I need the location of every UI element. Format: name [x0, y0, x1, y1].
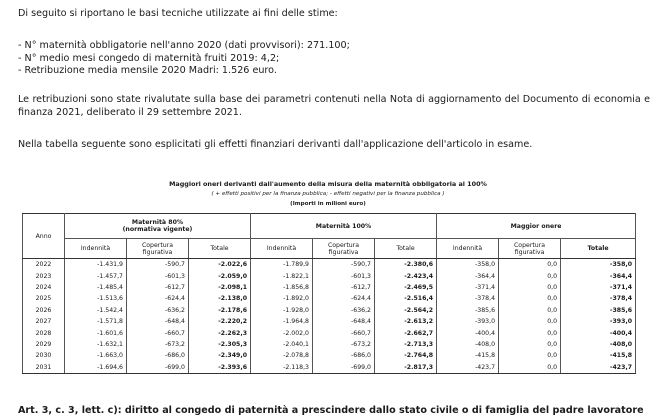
- year-cell: 2029: [23, 339, 65, 350]
- value-cell: -699,0: [313, 362, 375, 374]
- value-cell: -364,4: [437, 270, 499, 281]
- value-cell: -415,8: [561, 350, 636, 361]
- header-totale: Totale: [189, 239, 251, 259]
- value-cell: -2.220,2: [189, 316, 251, 327]
- value-cell: -1.632,1: [65, 339, 127, 350]
- value-cell: -408,0: [437, 339, 499, 350]
- value-cell: -423,7: [437, 362, 499, 374]
- header-indennita: Indennità: [65, 239, 127, 259]
- table-row: [23, 350, 636, 361]
- header-indennita: Indennità: [251, 239, 313, 259]
- table-row: [23, 327, 636, 338]
- value-cell: -1.694,6: [65, 362, 127, 374]
- value-cell: -686,0: [313, 350, 375, 361]
- year-cell: 2027: [23, 316, 65, 327]
- value-cell: 0,0: [499, 270, 561, 281]
- value-cell: -393,0: [561, 316, 636, 327]
- value-cell: -2.564,2: [375, 305, 437, 316]
- value-cell: -648,4: [127, 316, 189, 327]
- header-copertura: Copertura figurativa: [127, 239, 189, 259]
- value-cell: -601,3: [313, 270, 375, 281]
- value-cell: -1.513,6: [65, 293, 127, 304]
- table-row: [23, 259, 636, 271]
- table-subtitle: ( + effetti positivi per la finanza pubblica; - effetti negativi per la finanza pubblica ): [211, 191, 445, 197]
- value-cell: -2.349,0: [189, 350, 251, 361]
- value-cell: 0,0: [499, 305, 561, 316]
- list-item: - Retribuzione media mensile 2020 Madri: 1.526 euro.: [18, 65, 277, 77]
- list-item: - N° maternità obbligatorie nell'anno 2020 (dati provvisori): 271.100;: [18, 40, 350, 51]
- value-cell: -2.516,4: [375, 293, 437, 304]
- value-cell: -636,2: [313, 305, 375, 316]
- value-cell: -686,0: [127, 350, 189, 361]
- value-cell: -400,4: [437, 327, 499, 338]
- value-cell: -358,0: [561, 259, 636, 271]
- value-cell: -393,0: [437, 316, 499, 327]
- value-cell: -2.098,1: [189, 282, 251, 293]
- value-cell: -601,3: [127, 270, 189, 281]
- value-cell: -1.431,9: [65, 259, 127, 271]
- header-maternita-100: Maternità 100%: [251, 214, 437, 239]
- header-anno: Anno: [23, 214, 65, 259]
- value-cell: -1.457,7: [65, 270, 127, 281]
- value-cell: -2.305,3: [189, 339, 251, 350]
- value-cell: -415,8: [437, 350, 499, 361]
- value-cell: -378,4: [437, 293, 499, 304]
- value-cell: -1.571,8: [65, 316, 127, 327]
- value-cell: -2.059,0: [189, 270, 251, 281]
- table-title: Maggiori oneri derivanti dall'aumento della misura della maternità obbligatoria al 100%: [169, 180, 487, 188]
- list-item: - N° medio mesi congedo di maternità fruiti 2019: 4,2;: [18, 52, 280, 64]
- table-row: [23, 305, 636, 316]
- revaluation-paragraph: Le retribuzioni sono state rivalutate sulla base dei parametri contenuti nella Nota di aggiornamento del Documento di economia e finanza 2021, deliberato il 29 settembre 2021.: [18, 94, 650, 118]
- value-cell: -1.822,1: [251, 270, 313, 281]
- value-cell: -2.662,7: [375, 327, 437, 338]
- intro-text: Di seguito si riportano le basi tecniche utilizzate ai fini delle stime:: [18, 8, 338, 19]
- value-cell: -673,2: [127, 339, 189, 350]
- header-copertura: Copertura figurativa: [313, 239, 375, 259]
- value-cell: -2.393,6: [189, 362, 251, 374]
- table-row: [23, 293, 636, 304]
- value-cell: -1.601,6: [65, 327, 127, 338]
- value-cell: -2.262,3: [189, 327, 251, 338]
- value-cell: -2.713,3: [375, 339, 437, 350]
- value-cell: -624,4: [313, 293, 375, 304]
- year-cell: 2025: [23, 293, 65, 304]
- value-cell: -2.002,0: [251, 327, 313, 338]
- value-cell: -612,7: [127, 282, 189, 293]
- value-cell: -2.817,3: [375, 362, 437, 374]
- value-cell: -400,4: [561, 327, 636, 338]
- table-row: [23, 282, 636, 293]
- table-row: [23, 362, 636, 374]
- year-cell: 2031: [23, 362, 65, 374]
- value-cell: -2.040,1: [251, 339, 313, 350]
- value-cell: -1.928,0: [251, 305, 313, 316]
- value-cell: -699,0: [127, 362, 189, 374]
- value-cell: -371,4: [561, 282, 636, 293]
- value-cell: -2.078,8: [251, 350, 313, 361]
- article-heading: Art. 3, c. 3, lett. c): diritto al congedo di paternità a prescindere dallo stato civile o di famiglia del padre lavoratore: [18, 405, 644, 416]
- header-maggior-onere: Maggior onere: [437, 214, 636, 239]
- value-cell: -673,2: [313, 339, 375, 350]
- table-row: [23, 339, 636, 350]
- header-totale: Totale: [375, 239, 437, 259]
- value-cell: 0,0: [499, 350, 561, 361]
- value-cell: -2.469,5: [375, 282, 437, 293]
- value-cell: -1.856,8: [251, 282, 313, 293]
- year-cell: 2022: [23, 259, 65, 271]
- value-cell: -1.542,4: [65, 305, 127, 316]
- value-cell: -1.789,9: [251, 259, 313, 271]
- value-cell: -423,7: [561, 362, 636, 374]
- value-cell: -624,4: [127, 293, 189, 304]
- value-cell: -371,4: [437, 282, 499, 293]
- value-cell: -385,6: [561, 305, 636, 316]
- financial-effects-table: [22, 213, 636, 374]
- table-row: [23, 316, 636, 327]
- value-cell: -648,4: [313, 316, 375, 327]
- value-cell: -2.022,6: [189, 259, 251, 271]
- table-intro-paragraph: Nella tabella seguente sono esplicitati gli effetti finanziari derivanti dall'applicazione dell'articolo in esame.: [18, 139, 533, 150]
- header-indennita: Indennità: [437, 239, 499, 259]
- header-maternita-80: Maternità 80% (normativa vigente): [65, 214, 251, 239]
- year-cell: 2028: [23, 327, 65, 338]
- table-row: [23, 270, 636, 281]
- value-cell: -1.663,0: [65, 350, 127, 361]
- value-cell: -636,2: [127, 305, 189, 316]
- value-cell: -1.964,8: [251, 316, 313, 327]
- value-cell: -2.380,6: [375, 259, 437, 271]
- year-cell: 2023: [23, 270, 65, 281]
- value-cell: 0,0: [499, 362, 561, 374]
- value-cell: -612,7: [313, 282, 375, 293]
- value-cell: -358,0: [437, 259, 499, 271]
- value-cell: -2.423,4: [375, 270, 437, 281]
- value-cell: -2.138,0: [189, 293, 251, 304]
- value-cell: 0,0: [499, 327, 561, 338]
- value-cell: 0,0: [499, 293, 561, 304]
- header-copertura: Copertura figurativa: [499, 239, 561, 259]
- value-cell: -660,7: [127, 327, 189, 338]
- value-cell: -660,7: [313, 327, 375, 338]
- value-cell: -1.892,0: [251, 293, 313, 304]
- tech-basis-list: [18, 40, 350, 78]
- value-cell: 0,0: [499, 282, 561, 293]
- value-cell: -408,0: [561, 339, 636, 350]
- value-cell: -590,7: [127, 259, 189, 271]
- value-cell: -364,4: [561, 270, 636, 281]
- table-units: (Importi in milioni euro): [290, 201, 366, 207]
- value-cell: -1.485,4: [65, 282, 127, 293]
- value-cell: -2.118,3: [251, 362, 313, 374]
- year-cell: 2026: [23, 305, 65, 316]
- value-cell: -590,7: [313, 259, 375, 271]
- value-cell: -2.764,8: [375, 350, 437, 361]
- year-cell: 2030: [23, 350, 65, 361]
- header-totale: Totale: [561, 239, 636, 259]
- year-cell: 2024: [23, 282, 65, 293]
- value-cell: 0,0: [499, 316, 561, 327]
- value-cell: -2.178,6: [189, 305, 251, 316]
- value-cell: -385,6: [437, 305, 499, 316]
- value-cell: -2.613,2: [375, 316, 437, 327]
- value-cell: 0,0: [499, 339, 561, 350]
- value-cell: 0,0: [499, 259, 561, 271]
- value-cell: -378,4: [561, 293, 636, 304]
